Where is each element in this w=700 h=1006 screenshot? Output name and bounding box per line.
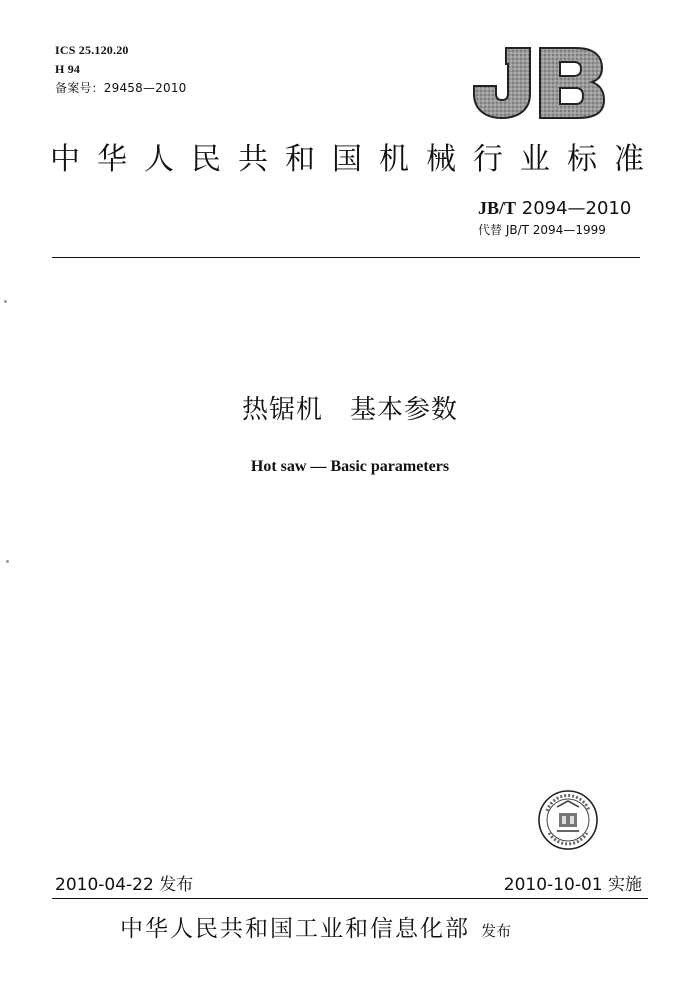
classification-code: H 94 <box>55 62 81 76</box>
implementation-date: 2010-10-01 实施 <box>503 875 642 895</box>
ics-code: ICS 25.120.20 <box>55 43 129 57</box>
document-title-en: Hot saw — Basic parameters <box>250 458 450 475</box>
top-divider <box>52 257 640 258</box>
standard-number <box>478 197 631 220</box>
official-seal-icon <box>537 789 599 851</box>
standard-number-value: 2094—2010 <box>521 198 632 219</box>
record-number: 备案号：29458—2010 <box>55 81 187 95</box>
scan-speck <box>6 560 9 563</box>
seal-graphic <box>537 789 599 851</box>
publisher-verb: 发布 <box>481 922 512 940</box>
replaces-standard: 代替 JB/T 2094—1999 <box>478 223 606 237</box>
industry-standard-title: 中华人民共和国机械行业标准 <box>50 142 661 177</box>
bottom-divider <box>52 898 648 899</box>
issue-date: 2010-04-22 发布 <box>55 875 194 895</box>
publisher <box>120 913 511 947</box>
publisher-name: 中华人民共和国工业和信息化部 <box>120 916 470 942</box>
standard-number-prefix: JB/T <box>478 198 517 218</box>
scan-speck <box>4 300 7 303</box>
jb-logo-graphic <box>468 42 608 122</box>
document-title-cn: 热锯机 基本参数 <box>241 395 458 425</box>
jb-logo <box>468 42 608 122</box>
